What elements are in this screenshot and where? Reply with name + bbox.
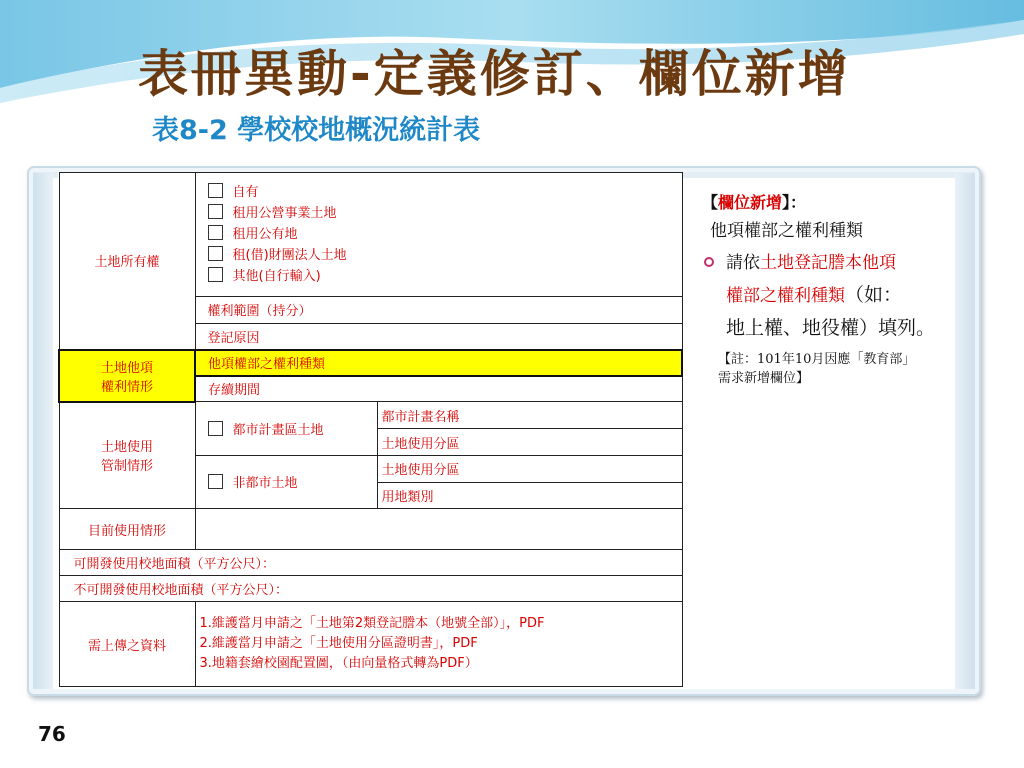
checkbox-icon[interactable]: [208, 474, 223, 489]
panel-left-bar: [33, 173, 53, 689]
upload-item: 1.維護當月申請之「土地第2類登記謄本（地號全部）」，PDF: [199, 616, 545, 632]
slide-subtitle: 表8-2 學校校地概況統計表: [152, 115, 481, 146]
registration-cause-field[interactable]: 登記原因: [195, 323, 682, 349]
land-category-field[interactable]: 用地類別: [377, 482, 682, 508]
urban-zoning-field[interactable]: 土地使用分區: [377, 429, 682, 455]
ownership-option-other[interactable]: 其他(自行輸入): [208, 266, 682, 287]
ownership-option-owned[interactable]: 自有: [208, 182, 682, 203]
developable-area-field[interactable]: 可開發使用校地面積（平方公尺）：: [59, 550, 682, 576]
non-urban-zoning-field[interactable]: 土地使用分區: [377, 455, 682, 482]
other-rights-label: 土地他項 權利情形: [59, 350, 195, 402]
non-developable-area-field[interactable]: 不可開發使用校地面積（平方公尺）：: [59, 576, 682, 602]
non-urban-land-option[interactable]: 非都市土地: [195, 455, 377, 508]
notes-bullet: 請依土地登記謄本他項 權部之權利種類（如： 地上權、地役權）填列。: [702, 246, 982, 344]
land-use-label: 土地使用 管制情形: [59, 402, 195, 509]
bullet-icon: [704, 257, 714, 267]
rights-period-field[interactable]: 存續期間: [195, 376, 682, 402]
urban-plan-name-field[interactable]: 都市計畫名稱: [377, 402, 682, 429]
school-land-form-table: [58, 172, 683, 687]
ownership-option-public-land[interactable]: 租用公有地: [208, 224, 682, 245]
current-use-input[interactable]: [195, 508, 682, 549]
ownership-option-public-enterprise[interactable]: 租用公營事業土地: [208, 203, 682, 224]
checkbox-icon[interactable]: [208, 421, 223, 436]
ownership-scope-field[interactable]: 權利範圍（持分）: [195, 296, 682, 323]
notes-panel: [702, 190, 982, 388]
ownership-option-foundation[interactable]: 租(借)財團法人土地: [208, 245, 682, 266]
slide-title: 表冊異動-定義修訂、欄位新增: [138, 45, 851, 103]
notes-memo: 【註：101年10月因應「教育部」 需求新增欄位】: [718, 352, 916, 386]
ownership-label: 土地所有權: [59, 173, 195, 350]
other-rights-type-field[interactable]: 他項權部之權利種類: [195, 350, 682, 376]
ownership-options: [195, 173, 682, 297]
checkbox-icon[interactable]: [208, 183, 223, 198]
checkbox-icon[interactable]: [208, 267, 223, 282]
uploads-list: [195, 602, 682, 687]
page-number: 76: [38, 722, 66, 746]
checkbox-icon[interactable]: [208, 225, 223, 240]
upload-item: 3.地籍套繪校園配置圖，（由向量格式轉為PDF）: [199, 656, 478, 672]
notes-heading: 【欄位新增】：: [702, 193, 807, 212]
notes-subheading: 他項權部之權利種類: [710, 221, 863, 241]
checkbox-icon[interactable]: [208, 246, 223, 261]
uploads-label: 需上傳之資料: [59, 602, 195, 687]
upload-item: 2.維護當月申請之「土地使用分區證明書」，PDF: [199, 636, 478, 652]
urban-land-option[interactable]: 都市計畫區土地: [195, 402, 377, 455]
current-use-label: 目前使用情形: [59, 508, 195, 549]
checkbox-icon[interactable]: [208, 204, 223, 219]
